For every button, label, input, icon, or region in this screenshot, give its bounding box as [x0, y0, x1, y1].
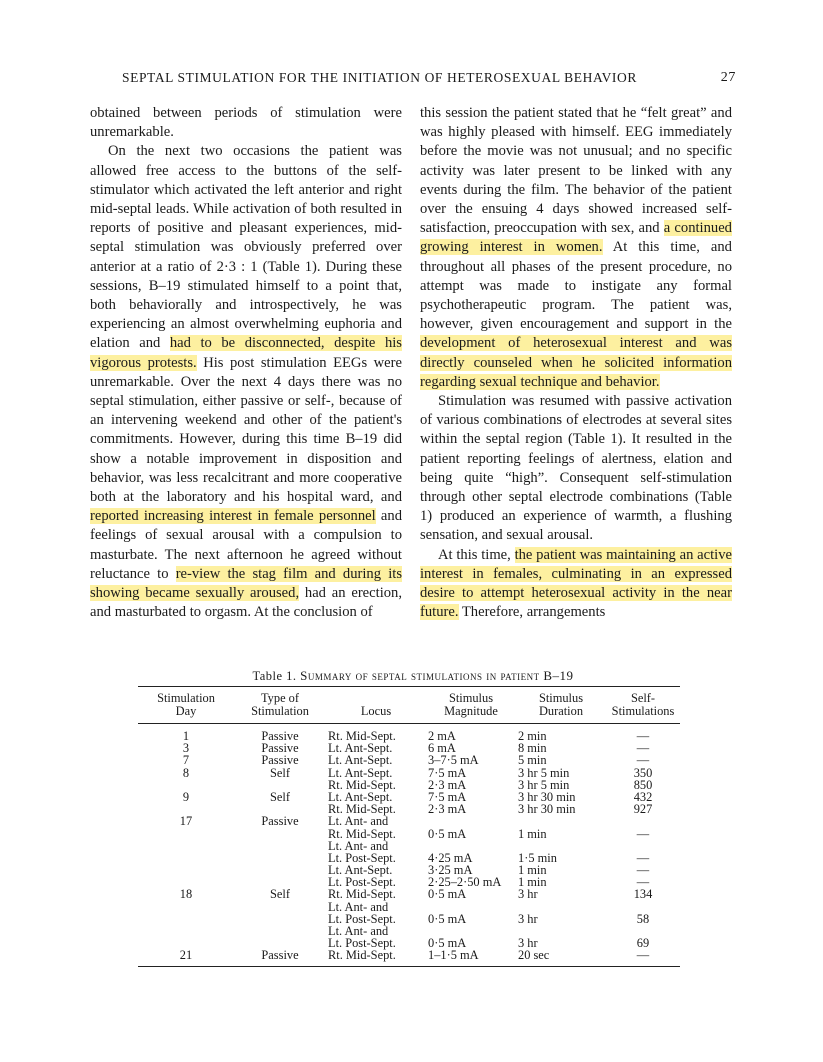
table-row: [138, 767, 680, 791]
column-header-line: Day: [175, 704, 197, 718]
cell-line: 0·5 mA: [428, 936, 467, 951]
cell-line: 8: [182, 765, 190, 780]
body-text: obtained between periods of stimulation were unremarkable.: [90, 105, 402, 141]
column-header-line: Stimulus: [538, 691, 584, 705]
cell-line: 432: [633, 789, 653, 804]
cell-line: Lt. Ant- and: [328, 924, 389, 938]
cell-line: 1: [182, 729, 190, 743]
cell-line: 3: [182, 741, 190, 756]
cell-locus: [326, 724, 426, 743]
cell-day: [138, 815, 234, 888]
cell-line: Lt. Ant- and: [328, 899, 389, 914]
cell-line: Rt. Mid-Sept.: [328, 826, 396, 841]
cell-magnitude: [426, 949, 516, 966]
cell-magnitude: [426, 791, 516, 815]
body-text: this session the patient stated that he “felt great” and was highly pleased with himself. EEG immediately before the movie was not unusual; and no specific activity was later present to be linked with any events during the film. The behavior of the patient over the ensuing 4 days showed increased self-satisfaction, preoccupation with sex, and: [420, 105, 732, 237]
table-header: [138, 687, 680, 724]
cell-line: [608, 815, 678, 827]
cell-day: [138, 949, 234, 966]
column-header-day: [138, 687, 234, 724]
body-text: had an erection, and masturbated to orgasm. At the conclusion of: [90, 585, 402, 621]
cell-line: Lt. Ant-Sept.: [328, 863, 393, 878]
cell-locus: [326, 767, 426, 791]
cell-magnitude: [426, 754, 516, 766]
cell-line: 2 min: [518, 729, 547, 743]
highlighted-text: re-view the stag film and during its showing became sexually aroused,: [90, 565, 402, 602]
column-header-line: Duration: [538, 704, 584, 718]
cell-line: 21: [179, 948, 193, 963]
cell-line: Passive: [261, 948, 299, 963]
running-header: [90, 70, 736, 92]
cell-line: 3 hr 30 min: [518, 802, 576, 817]
cell-self-stimulations: [606, 791, 680, 815]
body-text: At this time, and throughout all phases of the present procedure, no attempt was made to instigate any formal psychotherapeutic program. The patient was, however, given encouragement and support in the: [420, 239, 732, 333]
cell-line: Lt. Ant-Sept.: [328, 789, 393, 804]
cell-line: Rt. Mid-Sept.: [328, 802, 396, 817]
cell-line: 17: [179, 814, 193, 829]
cell-line: 3 hr: [518, 936, 538, 951]
cell-magnitude: [426, 815, 516, 888]
cell-locus: [326, 791, 426, 815]
cell-line: —: [636, 863, 650, 878]
cell-line: 134: [633, 887, 653, 902]
cell-line: Rt. Mid-Sept.: [328, 729, 396, 743]
cell-line: [518, 901, 604, 913]
right-text-column: [420, 104, 732, 622]
cell-line: 0·5 mA: [428, 911, 467, 926]
cell-line: [608, 901, 678, 913]
cell-line: 7·5 mA: [428, 789, 467, 804]
table-row: [138, 791, 680, 815]
body-text: His post stimulation EEGs were unremarkable. Over the next 4 days there was no septal stimulation, either passive or self-, because of an intervening weekend and other of the patient's commitments. However, during this time B–19 did show a notable improvement in disposition and behavior, was less recalcitrant and more cooperative both at the laboratory and his hospital ward, and: [90, 354, 403, 506]
cell-line: 3 hr 30 min: [518, 789, 576, 804]
highlighted-text: a continued growing interest in women.: [420, 220, 732, 256]
cell-duration: [516, 754, 606, 766]
cell-line: 2 mA: [428, 729, 456, 743]
cell-line: Passive: [261, 741, 299, 756]
cell-line: —: [636, 948, 650, 963]
column-header-locus: [326, 687, 426, 724]
right-column-paragraph: [420, 392, 732, 546]
cell-line: 7·5 mA: [428, 765, 467, 780]
highlighted-text: development of heterosexual interest and was directly counseled when he solicited information regarding sexual technique and behavior.: [420, 335, 732, 390]
column-header-self-stimulations: [606, 687, 680, 724]
cell-line: 2·3 mA: [428, 802, 467, 817]
highlighted-text: the patient was maintaining an active interest in females, culminating in an expressed desire to attempt heterosexual activity in the near future.: [420, 546, 732, 621]
cell-type: [234, 815, 326, 888]
table-row: [138, 724, 680, 743]
column-header-magnitude: [426, 687, 516, 724]
cell-line: 7: [182, 753, 190, 768]
column-header-line: Stimulus: [448, 691, 494, 705]
cell-self-stimulations: [606, 754, 680, 766]
cell-type: [234, 949, 326, 966]
cell-self-stimulations: [606, 888, 680, 949]
cell-line: 58: [636, 911, 650, 926]
table-caption: [90, 668, 736, 684]
column-header-line: Self-: [630, 691, 656, 705]
table-caption-text: Summary of septal stimulations in patient B–19: [300, 668, 574, 683]
cell-locus: [326, 815, 426, 888]
cell-line: 3 hr 5 min: [518, 777, 570, 792]
cell-line: Self: [270, 765, 290, 780]
left-column-paragraph: [90, 104, 402, 142]
column-header-line: Stimulations: [611, 704, 675, 718]
left-column-paragraph: [90, 142, 402, 622]
column-header-line: Locus: [360, 704, 392, 718]
cell-duration: [516, 767, 606, 791]
table-caption-label: Table 1.: [252, 669, 297, 683]
table-body: [138, 724, 680, 967]
cell-line: [428, 901, 514, 913]
cell-line: 0·5 mA: [428, 887, 467, 902]
cell-duration: [516, 949, 606, 966]
cell-duration: [516, 724, 606, 743]
cell-day: [138, 888, 234, 949]
cell-day: [138, 754, 234, 766]
cell-line: 3 hr 5 min: [518, 765, 570, 780]
cell-duration: [516, 815, 606, 888]
cell-line: [428, 815, 514, 827]
cell-line: 9: [182, 789, 190, 804]
cell-line: 69: [636, 936, 650, 951]
cell-line: —: [636, 741, 650, 756]
cell-line: 1 min: [518, 875, 547, 890]
cell-line: Lt. Ant- and: [328, 814, 389, 829]
cell-line: 3·25 mA: [428, 863, 473, 878]
cell-line: Lt. Ant-Sept.: [328, 741, 393, 756]
cell-line: Lt. Post-Sept.: [328, 875, 396, 890]
cell-magnitude: [426, 888, 516, 949]
cell-line: 927: [633, 802, 653, 817]
cell-self-stimulations: [606, 949, 680, 966]
cell-type: [234, 791, 326, 815]
cell-type: [234, 754, 326, 766]
cell-type: [234, 767, 326, 791]
cell-line: Lt. Ant-Sept.: [328, 765, 393, 780]
cell-line: 18: [179, 887, 193, 902]
cell-line: —: [636, 753, 650, 768]
cell-line: 3–7·5 mA: [428, 753, 479, 768]
cell-line: Rt. Mid-Sept.: [328, 777, 396, 792]
cell-magnitude: [426, 724, 516, 743]
cell-line: 0·5 mA: [428, 826, 467, 841]
cell-line: Passive: [261, 814, 299, 829]
cell-day: [138, 791, 234, 815]
left-text-column: [90, 104, 402, 622]
cell-locus: [326, 888, 426, 949]
cell-line: Passive: [261, 729, 299, 743]
cell-line: Rt. Mid-Sept.: [328, 948, 396, 963]
septal-stimulation-table: [138, 686, 680, 967]
highlighted-text: reported increasing interest in female personnel: [90, 508, 376, 525]
cell-magnitude: [426, 767, 516, 791]
body-text: Stimulation was resumed with passive activation of various combinations of electrodes at several sites within the septal region (Table 1). It resulted in the patient reporting feelings of alertness, elation and being quite “high”. Consequent self-stimulation through other septal electrode combinations (Table 1) produced an experience of warmth, a flushing sensation, and sexual arousal.: [420, 393, 732, 544]
cell-type: [234, 724, 326, 743]
cell-line: 1–1·5 mA: [428, 948, 479, 963]
cell-day: [138, 724, 234, 743]
cell-locus: [326, 754, 426, 766]
column-header-line: Stimulation: [157, 691, 215, 705]
cell-line: —: [636, 850, 650, 865]
cell-line: Lt. Post-Sept.: [328, 936, 396, 951]
body-text: and feelings of sexual arousal with a compulsion to masturbate. The next afternoon he agreed without reluctance to: [90, 508, 402, 582]
cell-line: 3 hr: [518, 887, 538, 902]
cell-line: Lt. Ant-Sept.: [328, 753, 393, 768]
cell-self-stimulations: [606, 815, 680, 888]
cell-line: 5 min: [518, 753, 547, 768]
column-header-line: Type of: [260, 691, 299, 705]
cell-line: 2·3 mA: [428, 777, 467, 792]
cell-line: 3 hr: [518, 911, 538, 926]
cell-line: 6 mA: [428, 741, 456, 756]
cell-line: Self: [270, 789, 290, 804]
cell-self-stimulations: [606, 724, 680, 743]
body-text: Therefore, arrangements: [458, 604, 606, 621]
table-row: [138, 888, 680, 949]
cell-line: —: [636, 729, 650, 743]
cell-line: Lt. Post-Sept.: [328, 850, 396, 865]
cell-line: Lt. Ant- and: [328, 838, 389, 853]
table-header-row: [138, 687, 680, 724]
cell-line: 1 min: [518, 826, 547, 841]
cell-duration: [516, 791, 606, 815]
column-header-type: [234, 687, 326, 724]
cell-line: 1·5 min: [518, 850, 557, 865]
column-header-line: Magnitude: [444, 704, 498, 718]
body-text: At this time,: [438, 546, 515, 563]
column-header-duration: [516, 687, 606, 724]
column-header-line: Stimulation: [251, 704, 309, 718]
cell-line: Rt. Mid-Sept.: [328, 887, 396, 902]
cell-line: Self: [270, 887, 290, 902]
table-row: [138, 754, 680, 766]
cell-line: [518, 815, 604, 827]
running-title: SEPTAL STIMULATION FOR THE INITIATION OF HETEROSEXUAL BEHAVIOR: [122, 70, 637, 85]
highlighted-text: had to be disconnected, despite his vigorous protests.: [90, 335, 402, 371]
cell-line: 2·25–2·50 mA: [428, 875, 502, 890]
page-number: 27: [720, 70, 736, 85]
body-text: On the next two occasions the patient was allowed free access to the buttons of the self-stimulator which activated the left anterior and right mid-septal leads. While activation of both resulted in reports of positive and pleasant experiences, mid-septal stimulation was obviously preferred over anterior at a ratio of 2·3 : 1 (Table 1). During these sessions, B–19 stimulated himself to a point that, both behaviorally and introspectively, he was experiencing an almost overwhelming euphoria and elation and: [90, 143, 402, 352]
right-column-paragraph: [420, 104, 732, 392]
cell-type: [234, 888, 326, 949]
cell-line: Lt. Post-Sept.: [328, 911, 396, 926]
table-row: [138, 742, 680, 754]
cell-locus: [326, 949, 426, 966]
cell-line: 850: [633, 777, 653, 792]
cell-line: 4·25 mA: [428, 850, 473, 865]
table-row: [138, 949, 680, 966]
right-column-paragraph: [420, 546, 732, 623]
cell-self-stimulations: [606, 767, 680, 791]
cell-line: 1 min: [518, 863, 547, 878]
cell-line: 350: [633, 765, 653, 780]
cell-line: —: [636, 875, 650, 890]
cell-line: —: [636, 826, 650, 841]
cell-day: [138, 767, 234, 791]
cell-duration: [516, 888, 606, 949]
table-row: [138, 815, 680, 888]
cell-line: 8 min: [518, 741, 547, 756]
cell-line: Passive: [261, 753, 299, 768]
cell-line: 20 sec: [518, 948, 550, 963]
